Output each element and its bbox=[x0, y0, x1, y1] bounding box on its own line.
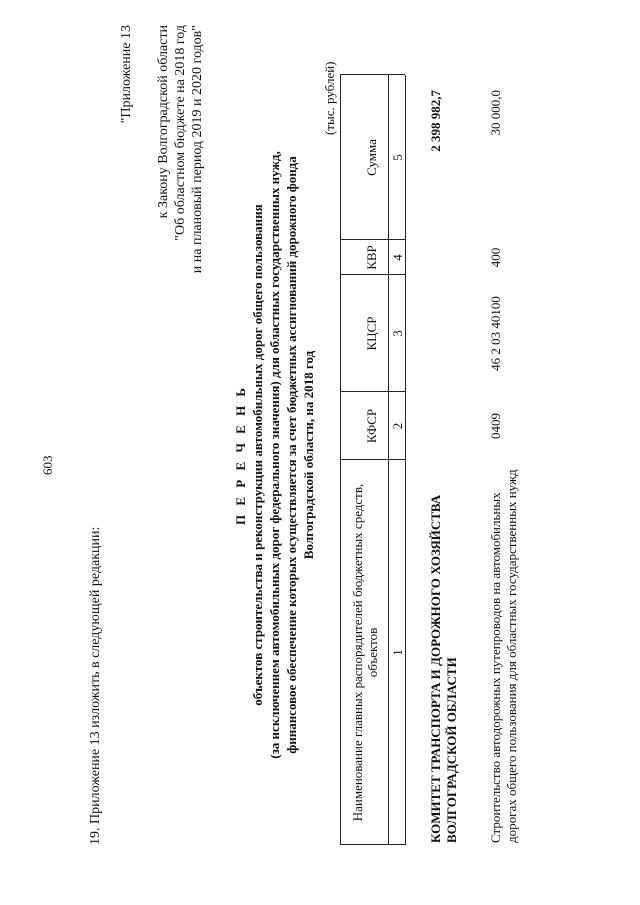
row-2-kcsr: 46 2 03 40100 bbox=[488, 296, 503, 371]
page-number: 603 bbox=[40, 455, 55, 475]
col-number-5: 5 bbox=[390, 154, 405, 161]
col-number-1: 1 bbox=[390, 649, 405, 656]
row-1-sum: 2 398 982,7 bbox=[428, 90, 443, 152]
appendix-block bbox=[118, 25, 206, 315]
col-number-4: 4 bbox=[390, 254, 405, 261]
row-2-sum: 30 000,0 bbox=[488, 90, 503, 136]
title-line-3: финансовое обеспечение которых осуществляется за счет бюджетных ассигнований дорожного фонда bbox=[284, 156, 299, 754]
row-1-name: КОМИТЕТ ТРАНСПОРТА И ДОРОЖНОГО ХОЗЯЙСТВА ВОЛГОГРАДСКОЙ ОБЛАСТИ bbox=[428, 494, 459, 843]
title-line-1: объектов строительства и реконструкции автомобильных дорог общего пользования bbox=[250, 204, 265, 706]
appendix-line-2: "Об областном бюджете на 2018 год bbox=[173, 25, 188, 241]
row-2-kfsr: 0409 bbox=[488, 413, 503, 439]
title-line-2: (за исключением автомобильных дорог федерального значения) для областных государственных нужд, bbox=[267, 151, 282, 759]
header-name: Наименование главных распорядителей бюджетных средств, объектов bbox=[350, 483, 380, 822]
units-label: (тыс. рублей) bbox=[322, 61, 337, 135]
intro-text: 19. Приложение 13 изложить в следующей редакции: bbox=[88, 526, 103, 845]
row-2-name: Строительство автодорожных путепроводов на автомобильных дорогах общего пользования для областных государственных нужд bbox=[488, 469, 519, 843]
header-kcsr: КЦСР bbox=[364, 316, 379, 351]
row-2-kvr: 400 bbox=[488, 247, 503, 268]
title-heading: П Е Р Е Ч Е Н Ь bbox=[233, 384, 248, 526]
header-kvr: КВР bbox=[364, 245, 379, 270]
document-title bbox=[232, 105, 317, 805]
appendix-line-1: к Закону Волгоградской области bbox=[156, 25, 171, 219]
header-kfsr: КФСР bbox=[364, 408, 379, 444]
header-sum: Сумма bbox=[364, 139, 379, 176]
title-line-4: Волгоградской области, на 2018 год bbox=[301, 350, 316, 560]
appendix-line-3: и на плановый период 2019 и 2020 годов" bbox=[190, 25, 205, 274]
col-number-2: 2 bbox=[390, 422, 405, 430]
appendix-label: "Приложение 13 bbox=[119, 25, 134, 124]
col-number-3: 3 bbox=[390, 330, 405, 337]
